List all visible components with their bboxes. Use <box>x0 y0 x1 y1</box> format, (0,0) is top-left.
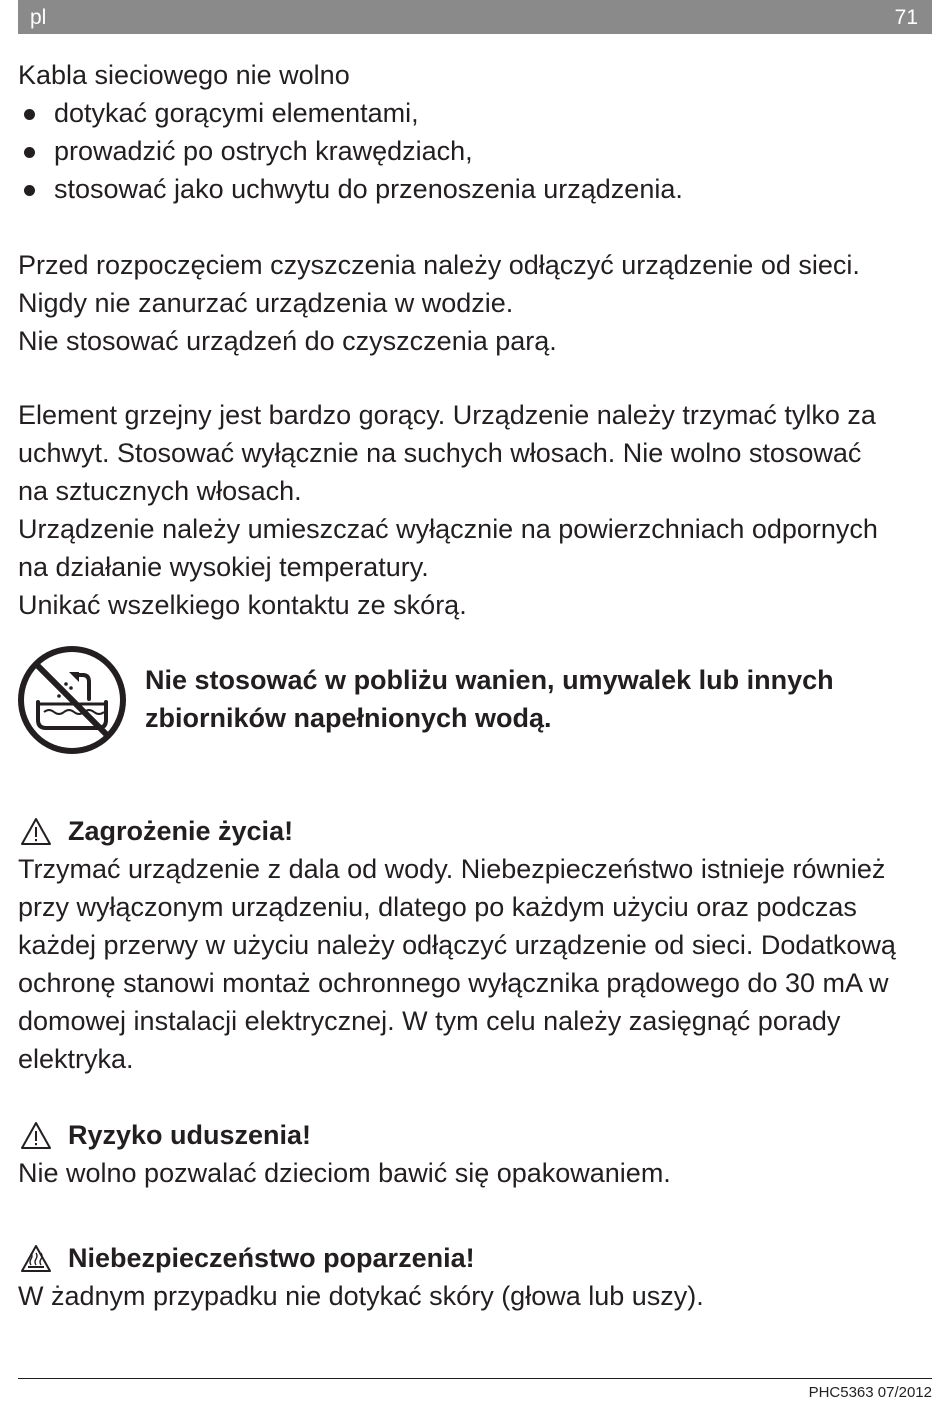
danger-life-text: Trzymać urządzenie z dala od wody. Niebezpieczeństwo istnieje również przy wyłączonym urządzeniu, dlatego po każdym użyciu oraz podczas każdej przerwy w użyciu należy odłączyć urządzenie od sieci. Dodatkową ochronę stanowi montaż ochronnego wyłącznika prądowego do 30 mA w domowej instalacji elektrycznej. W tym celu należy zasięgnąć porady elektryka. <box>18 854 896 1074</box>
heating-paragraph: Unikać wszelkiego kontaktu ze skórą. <box>18 590 467 620</box>
cable-intro: Kabla sieciowego nie wolno <box>18 60 350 90</box>
cable-section <box>18 56 932 208</box>
burn-title-text: Niebezpieczeństwo poparzenia! <box>68 1243 475 1273</box>
danger-life-section <box>18 812 932 1078</box>
water-warning-line: zbiorników napełnionych wodą. <box>145 703 552 733</box>
cleaning-line: Przed rozpoczęciem czyszczenia należy odłączyć urządzenie od sieci. <box>18 250 860 280</box>
language-code: pl <box>30 6 47 29</box>
cleaning-section <box>18 246 932 360</box>
danger-life-title-text: Zagrożenie życia! <box>68 816 294 846</box>
suffocation-section <box>18 1116 932 1192</box>
list-item: dotykać gorącymi elementami, <box>18 94 932 132</box>
suffocation-title-text: Ryzyko uduszenia! <box>68 1120 312 1150</box>
list-item: prowadzić po ostrych krawędziach, <box>18 132 932 170</box>
page-header <box>18 0 932 34</box>
cleaning-line: Nigdy nie zanurzać urządzenia w wodzie. <box>18 288 514 318</box>
hot-surface-warning-icon <box>20 1244 52 1273</box>
suffocation-text: Nie wolno pozwalać dzieciom bawić się opakowaniem. <box>18 1158 671 1188</box>
footer-divider <box>18 1378 932 1379</box>
burn-section <box>18 1239 932 1315</box>
heating-section <box>18 396 898 624</box>
page-number: 71 <box>894 6 918 29</box>
no-bath-shower-icon <box>16 644 128 756</box>
water-warning-line: Nie stosować w pobliżu wanien, umywalek lub innych <box>145 665 834 695</box>
suffocation-title <box>18 1116 932 1154</box>
burn-text: W żadnym przypadku nie dotykać skóry (głowa lub uszy). <box>18 1281 704 1311</box>
list-item: stosować jako uchwytu do przenoszenia urządzenia. <box>18 170 932 208</box>
warning-triangle-icon <box>20 1121 52 1150</box>
danger-life-title <box>18 812 932 850</box>
footer-model-date: PHC5363 07/2012 <box>808 1384 932 1401</box>
cable-bullet-list <box>18 94 932 208</box>
warning-triangle-icon <box>20 817 52 846</box>
heating-paragraph: Urządzenie należy umieszczać wyłącznie na powierzchniach odpornych na działanie wysokiej temperatury. <box>18 514 878 582</box>
burn-title <box>18 1239 932 1277</box>
cleaning-line: Nie stosować urządzeń do czyszczenia parą. <box>18 326 557 356</box>
heating-paragraph: Element grzejny jest bardzo gorący. Urządzenie należy trzymać tylko za uchwyt. Stosować wyłącznie na suchych włosach. Nie wolno stosować na sztucznych włosach. <box>18 400 876 506</box>
water-warning-text <box>145 661 935 737</box>
